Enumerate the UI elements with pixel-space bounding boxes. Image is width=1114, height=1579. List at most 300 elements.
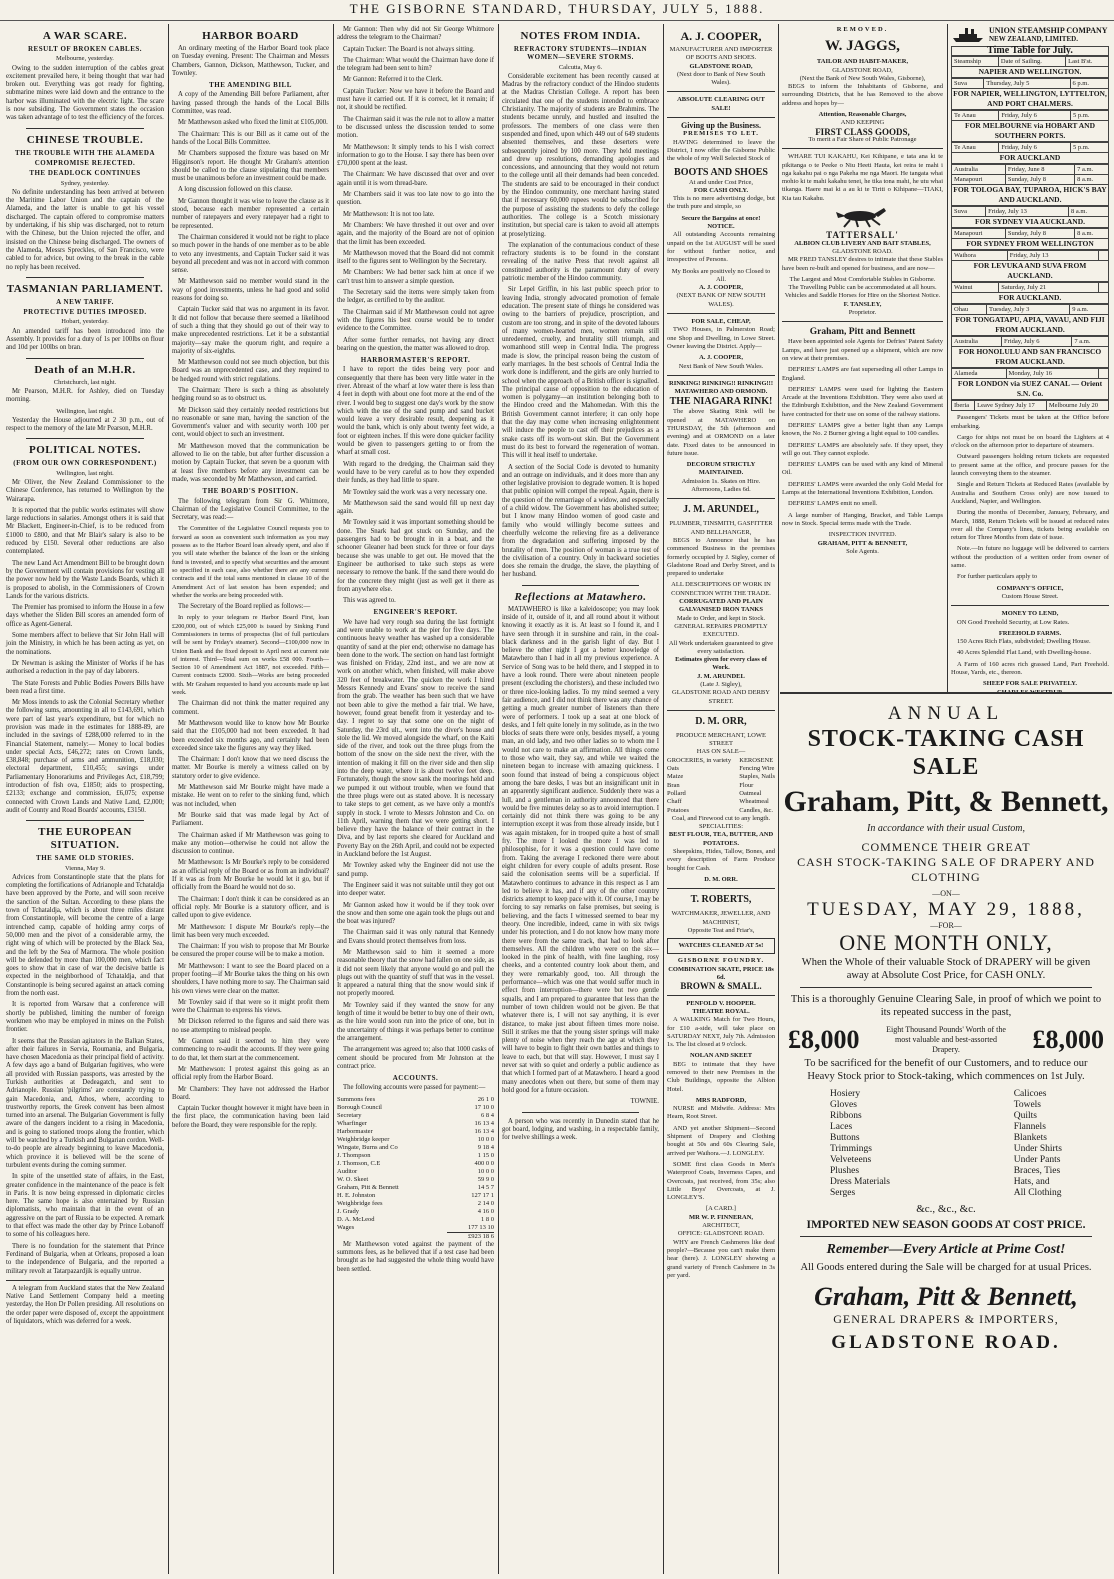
timetable-route: FOR AUCKLAND (951, 153, 1109, 164)
timetable-cell: Monday, July 16 (1006, 369, 1099, 379)
article-para: Mr Townley said the work was a very necessary one. (343, 488, 487, 496)
timetable-cell: 5 p.m. (1071, 143, 1109, 153)
account-amount: 1 15 0 (477, 1151, 494, 1159)
column-3 (337, 26, 494, 1571)
article-para: Mr Townley said if that were so it might profit them were the Chairman to express his views. (172, 998, 329, 1015)
divider (800, 987, 1092, 988)
ad-line: My Books are positively no Closed to All. (671, 267, 771, 283)
ad-line: ALBION CLUB LIVERY AND BAIT STABLES, (794, 239, 931, 247)
stocktaking-general: GENERAL DRAPERS & IMPORTERS, (833, 1312, 1059, 1326)
article-para: The Secretary of the Board replied as follows:— (178, 603, 311, 611)
article-para: Mr Dickson said they certainly needed restrictions but no reasonable or sane man, having the sanction of the Government's valuer and with security worth 100 per cent, would object to such an investment. (172, 406, 329, 439)
ad-body: 150 Acres Rich Flats, subdivided; Dwelling House. (957, 638, 1091, 646)
timetable-cell: Suva (952, 207, 986, 217)
article-para: Mr Bourke said that was made legal by Act of Parliament. (172, 811, 329, 828)
lamp-item: DEFRIES' LAMPS are absolutely safe. If they upset, they will go out. They cannot explode. (782, 441, 943, 457)
ad-sign: Proprietor. (848, 309, 877, 317)
stocktaking-road: GLADSTONE ROAD. (831, 1332, 1061, 1353)
ad-line: [A CARD.] (706, 1205, 736, 1213)
timetable-cell: Friday, June 8 (1005, 165, 1074, 175)
ad-roberts-title: T. ROBERTS, (690, 894, 752, 906)
ad-line: ABSOLUTE CLEARING OUT SALE! (677, 96, 765, 112)
timetable-row (952, 337, 1109, 347)
ad-line: DECORUM STRICTLY MAINTAINED. (686, 461, 756, 477)
timetable-header: Last B'st. (1066, 57, 1109, 67)
ad-line: CORRUGATED AND PLAIN GALVANISED IRON TANKS (679, 598, 763, 614)
stocktaking-goods-left (830, 1089, 890, 1199)
headline-european: THE EUROPEAN SITUATION. (38, 826, 132, 852)
article-para: Captain Tucker: The Board is not always sitting. (343, 45, 475, 53)
timetable-route: FOR NAPIER, WELLINGTON, LYTTELTON, AND PORT CHALMERS. (951, 89, 1109, 110)
column-5 (667, 26, 775, 1571)
stocktaking-custom: In accordance with their usual Custom, (867, 823, 1025, 834)
timetable-cell: 5 p.m. (1071, 111, 1109, 121)
article-para: Some members affect to believe that Sir John Hall will join the Ministry, in which he has been acting as yet, on the nominations. (6, 632, 164, 656)
timetable-cell: 7 a.m. (1075, 165, 1109, 175)
ad-sign: Sole Agents. (846, 547, 879, 555)
timetable-row (952, 401, 1109, 411)
timetable-rows (951, 110, 1109, 121)
article-para: The Committee of the Legislative Council requests you to forward as soon as convenient such information as you may possess as to the Harbor Board loan already spent, and also if you will state whether the balance of the loan or the sinking fund is invested, and to specify what securities and the amount so specified in each case, also whether there are any current contracts and if the total sums mentioned in clause 10 of the Amendment Act of last session has been expended; and whether the works are being proceeded with. (172, 525, 329, 599)
article-para: Mr Chambers: We have threshed it out over and over again, and the majority of the Board are not of opinion that the limit has been exceeded. (337, 221, 494, 246)
stocktaking-amount: £8,000 (1032, 1025, 1104, 1054)
ad-radford-title: MRS RADFORD, (695, 1096, 747, 1104)
article-para: Mr Matthewson: I protest against this going as an official reply from the Harbor Board. (172, 1065, 329, 1082)
union-title: UNION STEAMSHIP COMPANY (989, 25, 1108, 35)
stocktaking-item: Hats, and (1013, 1177, 1050, 1187)
ad-line: SPECIALITIES: (698, 823, 744, 831)
stocktaking-item: Trimmings (830, 1144, 872, 1154)
timetable-cell: Sunday, July 8 (1005, 175, 1074, 185)
timetable-cell: Friday, July 6 (999, 111, 1071, 121)
ad-body: SOME first class Goods in Men's Waterproof Coats, Inverness Capes, and Overcoats, just received, from 35s; also Little Boys' Overcoats, at J. LONGLEY'S. (667, 1160, 775, 1202)
article-para: It is reported from Warsaw that a conference will shortly be published, limiting the number of foreign workmen who may be employed in mines on the Polish frontier. (6, 1001, 164, 1034)
ad-line: At and under Cost Price, (688, 178, 754, 186)
stocktaking-item: Calicoes (1013, 1089, 1047, 1099)
goods-item: Oatmeal (739, 789, 762, 797)
article-para: This was agreed to. (343, 597, 396, 605)
ad-body: 40 Acres Splendid Flat Land, with Dwelling-house. (957, 649, 1091, 657)
goods-item: Maize (667, 773, 684, 781)
article-para: Mr Gannon: Referred it to the Clerk. (343, 76, 443, 84)
subhead: THE BOARD'S POSITION. (202, 487, 299, 496)
article-para: Mr Chambers said it was too late now to go into the question. (337, 191, 494, 207)
ad-body: BEGS to Announce that he has commenced Business in the premises formerly occupied by J. Sigley, corner of Gladstone Road and Derby Street, and is prepared to undertake (667, 536, 775, 578)
ad-body: A WALKING Match for Two Hours, for £10 a-side, will take place on SATURDAY NEXT, July 7th. Admission 1s. The list closed at 9 o'clock. (667, 1016, 775, 1049)
ad-sign: Next Bank of New South Wales. (678, 362, 764, 370)
ad-sign: F. TANSLEY, (843, 300, 882, 308)
timetable-cell: Wainui (952, 283, 999, 293)
stocktaking-item: Serges (830, 1188, 856, 1198)
timetable-route: FOR HONOLULU AND SAN FRANCISCO FROM AUCKLAND. (951, 347, 1109, 368)
timetable-rows (951, 78, 1109, 89)
article-para: The Chairman: This is our Bill as it came out of the hands of the Local Bills Committee. (172, 130, 329, 146)
timetable-note: Cargo for ships not must be on board the Lighters at 4 o'clock on the afternoon prior to departure of steamers. (951, 433, 1109, 450)
column-rule (333, 24, 334, 1574)
headline-tasmanian: TASMANIAN PARLIAMENT. (6, 282, 164, 295)
subhead: THE TROUBLE WITH THE ALAMEDA (14, 148, 156, 157)
ad-line: To merit a Fair Share of Public Patronage (808, 135, 917, 143)
article-para: The explanation of the contumacious conduct of these refractory students is to be found in the constant revealing of the native Press that revolt against all constituted authority is the paramount duty of every patriotic member of the Hindoo community. (502, 241, 659, 283)
article-para: Mr Matthewson said the sand would fill up next day again. (337, 499, 494, 516)
ad-line: The Travelling Public can be accommodated at all hours. (788, 284, 937, 292)
article-body: An amended tariff has been introduced into the Assembly. It provides for a duty of 1s per 100lbs on flour and 10d per 100lbs on bran. (6, 327, 164, 352)
timetable-cell: Te Anau (952, 111, 999, 121)
timetable-rows (951, 368, 1109, 379)
lamp-item: DEFRIES' LAMPS give a better light than any Lamps known, the No. 2 Burner giving a light equal to 100 candles. (782, 421, 943, 438)
ad-line: The Largest and Most Comfortable Stables in Gisborne. (789, 275, 936, 283)
article-para: The following telegram from Sir G. Whitmore, Chairman of the Legislative Council Committee, to the Secretary, was read:— (172, 497, 329, 522)
stocktaking-charged: All Goods entered during the Sale will be charged for at usual Prices. (800, 1262, 1092, 1273)
ad-line: Admission 1s. Skates on Hire. (681, 477, 761, 485)
ad-sign: J. M. ARUNDEL (697, 672, 745, 680)
ad-removed-title: REMOVED. (836, 26, 889, 33)
ad-body: This is no mere advertising dodge, but the truth pure and simple, so (667, 195, 775, 211)
ad-line: GLADSTONE ROAD, (832, 66, 893, 74)
ad-foundry-title: GISBORNE FOUNDRY. (677, 957, 765, 965)
ad-line: (Next the Bank of New South Wales, Gisborne), (799, 74, 926, 82)
ad-line: GENERAL REPAIRS PROMPTLY EXECUTED. (674, 622, 768, 639)
timetable-route: NAPIER AND WELLINGTON. (951, 67, 1109, 78)
stocktaking-item: Quilts (1013, 1111, 1037, 1121)
divider (782, 148, 943, 149)
ad-gpb-lamps-title: Graham, Pitt and Bennett (809, 327, 916, 338)
ad-sign: GRAHAM, PITT & BENNETT, (817, 539, 908, 547)
timetable-cell: Ohau (952, 305, 987, 315)
account-row (337, 1224, 494, 1233)
account-name: J. Grady (337, 1207, 360, 1215)
ad-orr-title: D. M. ORR, (695, 715, 747, 727)
ad-line: Estimates given for every class of Work. (675, 656, 767, 672)
stocktaking-item: Under Pants (1013, 1155, 1061, 1165)
account-row (337, 1216, 494, 1224)
article-para: Mr Matthewson: I want to see the Board placed on a proper footing—if Mr Bourke takes the thing on his own shoulders, I have nothing more to say. The Chairman said his own views were clear on the matter. (172, 962, 329, 995)
stocktaking-item: Flannels (1013, 1122, 1046, 1132)
ad-tattersall-title: TATTERSALL' (826, 230, 899, 241)
timetable-cell: Manapouri (952, 175, 1006, 185)
ad-body: Have been appointed sole Agents for Defries' Patent Safety Lamps, and have just opened up a shipment, which are now on view at their premises. (782, 338, 943, 362)
divider (667, 375, 775, 376)
timetable-note: Single and Return Tickets at Reduced Rates (available by Australia and Southern Cross only) are now issued to Auckland, Napier, and Wellington. (951, 481, 1109, 505)
account-name: D. A. McLeod (337, 1215, 375, 1223)
goods-item: Flour (739, 781, 754, 789)
article-para: The Chairman said it was only natural that Kennedy and Evans should protect themselves from loss. (337, 929, 494, 945)
column-rule (663, 24, 664, 1574)
timetable (951, 56, 1109, 67)
dateline: Wellington, last night. (56, 469, 114, 477)
ad-body: NURSE and Midwife. Address: Mrs Hearn, Root Street. (667, 1105, 775, 1121)
dateline: Wellington, last night. (56, 407, 114, 415)
byline: TOWNIE. (630, 1098, 659, 1106)
article-para: The Chairman: What would the Chairman have done if the telegram had been sent to him? (337, 56, 494, 73)
timetable-cell (1098, 283, 1108, 293)
ad-line: Coal, and Firewood cut to any length. (671, 814, 771, 822)
account-row (337, 1200, 494, 1208)
account-row (337, 1184, 494, 1192)
timetable-rows (951, 228, 1109, 239)
article-para: Mr Moss intends to ask the Colonial Secretary whether the following sums, amounting in all to £143,691, which were part of last year's expenditure, but for which no provision was made in the estimates for 1888-89, are included in the savings of £288,000 referred to in the Financial Statement, namely:— Money to local bodies under special Acts, £46,272; rates on Crown lands, £38,848; purchase of arms and ammunition, £18,030; electoral department, £10,455; savings under Parliamentary Honorariums and Privileges Act, £18,799; introduction of fish ova, £1850; aids to prospecting, £2133; exchange and commission, £6,075; expense connected with Crown Lands and Native Land, £2,000; audit of County and Road Boards' accounts, £3150. (6, 699, 164, 814)
subhead: ACCOUNTS. (392, 1074, 439, 1083)
article-body: Owing to the sudden interruption of the cables great excitement prevailed here, it being thought that war had broken out. Everything was got ready for fighting, submarine mines were laid down and the entrance to the harbor was illuminated with the electric light. The scare is now subsiding. The Government states the occasion was taken advantage of to test the efficiency of the forces. (6, 64, 164, 122)
account-name: Wingate, Burns and Co (337, 1143, 398, 1151)
column-1 (6, 26, 164, 1571)
article-para: A person who was recently in Dunedin stated that he got board, lodging, and washing, in a respectable family, for twelve shillings a week. (502, 1117, 659, 1142)
article-para: Mr Matthewson moved that the Board did not commit itself to the figures sent to Wellington by the Secretary. (337, 249, 494, 266)
article-para: The Chairman asked if Mr Matthewson was going to make any motion—otherwise he could not allow the discussion to continue. (172, 831, 329, 856)
timetable-rows (951, 206, 1109, 217)
article-para: With regard to the dredging, the Chairman said they would have to be very careful as to how they expended their funds, as they had little to spare. (337, 460, 494, 485)
timetable-note: During the months of December, January, February, and March, 1888, Return Tickets will be issued at reduced rates over all the Company's lines, tickets being available on return for Three Months from date of issue. (951, 509, 1109, 542)
article-para: A long discussion followed on this clause. (178, 186, 293, 194)
article-para: Mr Matthewson voted against the payment of the summons fees, as he believed that if a test case had been brought as he had suggested the whole thing would have been settled. (337, 1240, 494, 1273)
account-row (337, 1096, 494, 1104)
column-rule (498, 24, 499, 1574)
timetable-title: Time Table for July. (951, 46, 1109, 56)
divider (667, 117, 775, 118)
timetable-cell: Tuesday, July 3 (987, 305, 1070, 315)
timetable-cell: Waihora (952, 251, 1008, 261)
timetable-cell: 9 a.m. (1070, 305, 1109, 315)
article-para: Mr Matthewson: Is Mr Bourke's reply to be considered as an official reply of the Board or as from an individual? If it was as from Mr Bourke he would let it go, but if officially from the Board he would not do so. (172, 859, 329, 892)
timetable-note: Note.—In future no luggage will be delivered to carriers without the production of a written order from owner of same. (951, 545, 1109, 570)
subhead: ENGINEER'S REPORT. (373, 608, 458, 617)
timetable-cell: Saturday, July 21 (999, 283, 1099, 293)
divider (26, 438, 144, 439)
article-para: Mr Townley asked why the Engineer did not use the sand pump. (337, 862, 494, 878)
account-row (337, 1152, 494, 1160)
account-name: W. O. Skeet (337, 1175, 369, 1183)
stocktaking-ad (780, 692, 1112, 1574)
subhead: THE SAME OLD STORIES. (36, 854, 134, 863)
dateline: Calcutta, May 6. (558, 63, 603, 71)
union-header (951, 26, 1109, 44)
ad-sign: GLADSTONE ROAD AND DERBY STREET. (672, 689, 770, 705)
article-para: Mr Chambers: They have not addressed the Harbor Board. (172, 1085, 329, 1101)
account-amount: 26 1 0 (477, 1095, 494, 1103)
ad-nolan-title: NOLAN AND SKEET (689, 1052, 753, 1060)
article-para: Mr Gannon said it seemed to him they were commencing to re-audit the accounts. If they were going to do that, let them start at the commencement. (172, 1038, 329, 1062)
article-para: The Chairman said if Mr Matthewson could not agree with the figures his best course would be to tender evidence to the Committee. (337, 308, 494, 333)
article-para: The Chairman did not think the matter required any comment. (172, 700, 329, 716)
ad-line: PLUMBER, TINSMITH, GASFITTER AND BELLHANGER, (669, 520, 773, 536)
article-para: Mr Matthewson could not see much objection, but this Board was an unprecedented case, and they required to be hedged round with strict regulations. (172, 359, 329, 383)
account-name: Borough Council (337, 1103, 382, 1111)
account-row (337, 1144, 494, 1152)
article-para: There is no foundation for the statement that Prince Ferdinand of Bulgaria, when at Orleans, proposed a loan to the independence of Bulgaria, and the reported a military revolt at Tatarpazardjik is equally untrue. (6, 1242, 164, 1275)
divider (951, 605, 1109, 606)
account-amount: 10 0 0 (477, 1135, 494, 1143)
article-para: Sir Lepel Griffin, in his last public speech prior to leaving India, strongly advocated promotion of female education. The present state of things he considered was owing to the barriers of prejudice, proscription, and custom are too strong, and in spite of the devoted labours of many women-hearted men, women remain still unredeemed, cruelty, and brutality still triumph, and womanhood still weep in Central India. The progress made is slow, the principal reason being the custom of early marriages. In the best schools of Central India the work done is indifferent, and the girls are only hurried to school when the approach of a British officer is signalled. The principal cause of opposition to the education of women is polygamy—an institution belonging both to the Hindoo creed and the Mahomedan. With this the British Government cannot interfere; it can only hope that the day may come when increasing enlightenment will induce the people to cast off their prejudices as a snake casts off its worn-out skin. But the Government must do its best to forward the regeneration of woman. This will it heal itself to undertake. (502, 286, 659, 460)
account-row (337, 1128, 494, 1136)
account-amount: 10 0 0 (477, 1167, 494, 1175)
column-2 (172, 26, 329, 1571)
ad-line: FIRST CLASS GOODS, (815, 126, 910, 137)
subhead: REFRACTORY STUDENTS—INDIAN WOMEN—SEVERE STORMS. (513, 45, 648, 62)
account-row (337, 1120, 494, 1128)
timetable-row (952, 251, 1109, 261)
subhead: RESULT OF BROKEN CABLES. (27, 45, 143, 53)
stocktaking-amount-text: Eight Thousand Pounds' Worth of the most valuable and best-assorted Drapery. (886, 1025, 1006, 1054)
ad-body: WHARE TUI KAKAHU, Kei Kihipane, e tata ana ki te pikitanga o te Peeke o Niu Heeti Hauta, kei reira te mahi i nga kakahu pai o nga Pakeha me nga Maori. He tangata whai mohio ki te mahi kakahu tenei, he tika tona mahi, he utu whai tikanga. Haere mai ki a au ki te Tiriti o Kihipane—TIAKI, Kia tau Kakahu. (782, 153, 943, 202)
stocktaking-amount: £8,000 (788, 1025, 860, 1054)
article-para: The Engineer said it was not suitable until they got out into deeper water. (337, 881, 494, 898)
timetable-row (952, 207, 1109, 217)
timetable-cell: Thursday, July 5 (984, 79, 1070, 89)
account-row (337, 1104, 494, 1112)
article-para: The arrangement was agreed to; also that 1000 casks of cement should be procured from Mr Johnston at the contract price. (337, 1046, 494, 1070)
account-amount: 14 5 7 (477, 1183, 494, 1191)
timetable-cell: Australia (952, 337, 1002, 347)
account-name: H. E. Johnston (337, 1191, 376, 1199)
article-para: The Chairman: I don't think it can be considered as an official reply. Mr Bourke is a statutory officer, and is called upon to give evidence. (172, 895, 329, 920)
timetable-row (952, 305, 1109, 315)
ad-line: TAILOR AND HABIT-MAKER, (816, 58, 909, 66)
article-para: Dr Newman is asking the Minister of Works if he has authorised a reduction in the pay of day laborers. (6, 659, 164, 676)
article-para: In spite of the unsettled state of affairs, in the East, greater confidence in the maintenance of the peace is felt in Paris. It is now being expressed in diplomatic circles here. The same hope is also entertained by Russian diplomatists, who maintain that in the event of an aggressive on the part of Russia to be expected. A remark to that effect was made the other day by Prince Lobanoff to some of his colleagues here. (6, 1173, 164, 1239)
accounts-total: £923 18 6 (447, 1232, 494, 1241)
divider (26, 358, 144, 359)
ad-line: SHEEP FOR SALE PRIVATELY. (983, 680, 1077, 688)
account-row (337, 1168, 494, 1176)
article-para: Mr Dickson referred to the figures and said there was no use attempting to mislead people. (172, 1018, 329, 1034)
ad-line: Vehicles and Saddle Horses for Hire on the Shortest Notice. (784, 292, 941, 300)
timetable-cell: Alameda (952, 369, 1007, 379)
article-para: The Chairman: If you wish to propose that Mr Bourke be censured the proper course will be to make a motion. (172, 943, 329, 959)
orr-goods-left (667, 757, 731, 815)
account-name: Graham, Pitt & Bennett (337, 1183, 399, 1191)
ad-body: The above Skating Rink will be opened at MATAWHERO on THURSDAY, the 5th (afternoon and evening) and at ORMOND on a later date. Fixed dates to be announced in future issue. (667, 408, 775, 457)
article-para: Mr Matthewson asked who fixed the limit at £105,000. (178, 119, 328, 127)
ad-body: A Farm of 160 acres rich grassed Land, Part Freehold. House, Yards, etc., thereon. (951, 660, 1109, 677)
divider (800, 1236, 1092, 1237)
timetable-rows (951, 400, 1109, 411)
timetable-row (952, 229, 1109, 239)
timetable-rows (951, 250, 1109, 261)
account-amount: 17 10 0 (474, 1103, 494, 1111)
timetable-cell: Leave Sydney July 17 (975, 401, 1047, 411)
article-para: The Secretary said the items were simply taken from the ledger, as certified to by the auditor. (337, 289, 494, 305)
account-amount: 16 13 4 (474, 1119, 494, 1127)
column-rule (778, 24, 779, 1574)
headline-war-scare: A WAR SCARE. (42, 30, 128, 42)
divider (667, 710, 775, 711)
ad-arundel-title: J. M. ARUNDEL, (683, 504, 759, 516)
headline-harbor-board: HARBOR BOARD (202, 30, 299, 42)
headline-matawhero: Reflections at Matawhero. (514, 590, 647, 603)
stocktaking-item: Ribbons (830, 1111, 862, 1121)
lamp-item: DEFRIES' LAMPS emit no smell. (788, 500, 878, 508)
ad-line: WATCHMAKER, JEWELLER, AND MACHINIST, (671, 910, 771, 926)
timetable-note: For further particulars apply to (957, 573, 1038, 581)
account-amount: 6 8 4 (481, 1111, 494, 1119)
ad-freehold-title: FREEHOLD FARMS. (998, 629, 1062, 637)
divider (26, 277, 144, 278)
goods-item: Candles, &c. (739, 806, 774, 814)
ad-line: PRODUCE MERCHANT, LOWE STREET (676, 731, 766, 748)
article-para: After some further remarks, not having any direct bearing on the question, the matter was allowed to drop. (337, 336, 494, 352)
stocktaking-when: When the Whole of their valuable Stock of DRAPERY will be given away at Absolute Cost Price, for CASH ONLY. (801, 957, 1091, 981)
article-para: Mr Matthewson: It simply tends to his I wish correct information to go to the House. I say there has been over £70,000 spent at the least. (337, 143, 494, 168)
timetable-route: FOR SYDNEY FROM WELLINGTON (951, 239, 1109, 250)
subhead: A NEW TARIFF. (56, 297, 114, 306)
ad-sign: BROWN & SMALL. (680, 981, 762, 992)
ad-line: PREMISES TO LET. (683, 130, 759, 138)
divider (522, 1112, 639, 1113)
orr-goods-list (667, 757, 775, 815)
article-para: Mr Townley said it was important something should be done. The Snark had got stuck on Sunday, and the passengers had to be brought in in a boat, and the schooner Gleaner had been stuck for three or four days because she was unable to get out. He moved that the Engineer be authorised to take such steps as were necessary to remove the bank. If the sand there would do for the concrete they might (just as well get it there as from anywhere else. (337, 519, 494, 593)
ad-line: Made to Order, and kept in Stock. (676, 614, 766, 622)
goods-item: Bran (667, 781, 680, 789)
ad-line: AND KEEPING (840, 119, 885, 127)
stocktaking-title: STOCK-TAKING CASH SALE (807, 726, 1085, 780)
timetable-cell (1098, 251, 1108, 261)
timetable-cell: Friday, July 13 (1007, 251, 1098, 261)
divider (667, 313, 775, 314)
article-para: A section of the Social Code is devoted to humanity and an outrage on individuals, and it does more than any other legislative provision to degrade women. It is hoped that public opinion will compel the repeal. Again, there is the question of the remarriage of a widow, and especially of a child widow. The Government has abolished suttee; but I know many Hindoo women of good caste and family who would willingly become suttees and cheerfully welcome the relieving fire as a deliverance from the degradation and suffering imposed by the brutality of men. The position of woman is a true test of the civilisation of a country. Only in backward societies does she remain the drudge, the slave, the plaything of her husband. (502, 463, 659, 579)
lamp-item: DEFRIES' LAMPS are fast superseding all other Lamps in England. (782, 366, 943, 382)
timetable-route: FOR LEVUKA AND SUVA FROM AUCKLAND. (951, 261, 1109, 282)
goods-item: Pollard (667, 789, 686, 797)
ad-sign: A. J. COOPER, (699, 354, 743, 362)
divider (6, 1280, 164, 1281)
article-para: An ordinary meeting of the Harbor Board took place on Tuesday evening. Present: The Chairman and Messrs Chambers, Gannon, Dickson, Matthewson, Tucker, and Townley. (172, 45, 329, 77)
ad-line: HAS ON SALE— (696, 748, 746, 756)
goods-item: Staples, Nails (739, 773, 775, 781)
stocktaking-on: —ON— (932, 889, 960, 898)
ad-line: GLADSTONE ROAD, (689, 62, 753, 70)
stocktaking-etc: &c., &c., &c. (916, 1203, 976, 1215)
ad-sale-title: FOR SALE, CHEAP, (691, 318, 751, 326)
divider (26, 820, 144, 821)
ad-niagara: THE NIAGARA RINK! (669, 396, 773, 408)
stocktaking-item: Buttons (830, 1133, 860, 1143)
article-para: Mr Townley said if they wanted the snow for any length of time it would be better to buy one of their own, as the hire would soon run into the price of one, but in the uncertainty of things it was perhaps better to continue the arrangement. (337, 1001, 494, 1042)
goods-item: Fencing Wire (739, 765, 775, 773)
stocktaking-item: Plushes (830, 1166, 860, 1176)
goods-item: Chaff (667, 798, 682, 806)
accounts-table (337, 1096, 494, 1241)
ad-body: TWO Houses, in Palmerston Road; one Shop and Dwelling, in Lowe Street. Owner leaving the District. Apply— (667, 326, 775, 350)
timetable-cell: 6 p.m. (1070, 79, 1108, 89)
divider (667, 498, 775, 499)
ad-line: Giving up the Business. (680, 121, 762, 131)
timetable-row (952, 283, 1109, 293)
timetable-cell: 8 a.m. (1075, 229, 1109, 239)
orr-goods-right (739, 757, 775, 815)
lamp-item: DEFRIES' LAMPS can be used with any kind of Mineral Oil. (782, 461, 943, 477)
timetable-row (952, 111, 1109, 121)
stocktaking-item: Laces (830, 1122, 853, 1132)
article-para: Captain Tucker thought however it might have been in the first place, the communication having been laid before the Board, they were responsible for the reply. (172, 1105, 329, 1129)
ad-line: WATCHES CLEANED AT 5s! (667, 938, 775, 954)
ad-line: INSPECTION INVITED. (828, 531, 897, 539)
ad-money-title: MONEY TO LEND, (1001, 610, 1059, 618)
headline-india: NOTES FROM INDIA. (520, 30, 641, 42)
timetable-note: Passengers' Tickets must be taken at the Office before embarking. (951, 414, 1109, 430)
ad-line: BEST FLOUR, TEA, BUTTER, AND POTATOES. (668, 831, 774, 847)
account-row (337, 1192, 494, 1200)
dateline: Hobart, yesterday. (61, 318, 109, 326)
timetable-row (952, 143, 1109, 153)
lamp-item: DEFRIES' LAMPS were used for lighting the Eastern Arcade at the Inventions Exhibition. They were also used at the Edinburgh Exhibition, and the New Zealand Government have contracted for their use on some of the railway stations. (782, 385, 943, 418)
account-name: Weighbridge keeper (337, 1135, 390, 1143)
timetable-row (952, 79, 1109, 89)
subhead: THE AMENDING BILL (209, 81, 292, 90)
stocktaking-item: Braces, Ties (1013, 1166, 1061, 1176)
account-amount: 1 8 0 (481, 1215, 494, 1223)
account-amount: 16 13 4 (474, 1127, 494, 1135)
lamp-item: DEFRIES' LAMPS were awarded the only Gold Medal for Lamps at the International Inventions Exhibition, London. (782, 480, 943, 497)
